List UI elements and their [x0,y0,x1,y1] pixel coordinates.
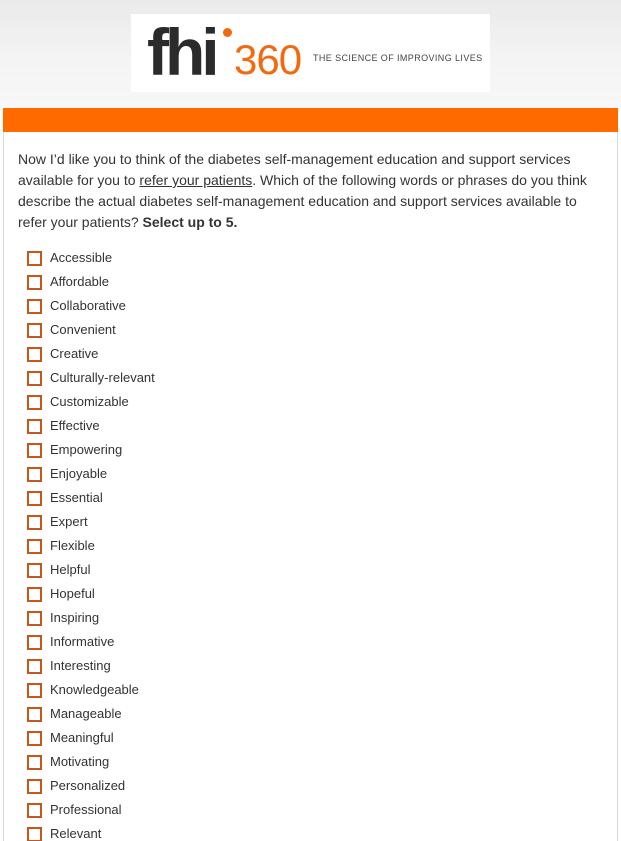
option-label: Helpful [50,562,91,577]
option-label: Effective [50,418,100,433]
fhi360-logo [131,14,490,92]
checkbox[interactable] [27,659,42,674]
option-effective[interactable] [27,414,155,438]
option-motivating[interactable] [27,750,155,774]
checkbox[interactable] [27,251,42,266]
option-accessible[interactable] [27,246,155,270]
header [0,0,621,108]
option-label: Flexible [50,538,95,553]
option-label: Informative [50,634,115,649]
checkbox[interactable] [27,491,42,506]
option-knowledgeable[interactable] [27,678,155,702]
option-label: Interesting [50,658,111,673]
question-underlined: refer your patients [139,172,253,188]
option-label: Culturally-relevant [50,370,155,385]
option-label: Meaningful [50,730,114,745]
option-label: Essential [50,490,103,505]
checkbox[interactable] [27,299,42,314]
checkbox[interactable] [27,515,42,530]
option-customizable[interactable] [27,390,155,414]
checkbox[interactable] [27,707,42,722]
option-meaningful[interactable] [27,726,155,750]
logo-letters: fhi [147,15,216,89]
checkbox[interactable] [27,683,42,698]
option-label: Inspiring [50,610,100,625]
checkbox[interactable] [27,635,42,650]
option-label: Empowering [50,442,123,457]
option-relevant[interactable] [27,822,155,841]
checkbox[interactable] [27,539,42,554]
option-label: Manageable [50,706,122,721]
checkbox[interactable] [27,755,42,770]
option-helpful[interactable] [27,558,155,582]
option-label: Enjoyable [50,466,108,481]
option-label: Affordable [50,274,110,289]
option-label: Accessible [50,250,113,265]
checkbox[interactable] [27,467,42,482]
option-label: Creative [50,346,99,361]
option-enjoyable[interactable] [27,462,155,486]
option-inspiring[interactable] [27,606,155,630]
option-label: Professional [50,802,122,817]
option-manageable[interactable] [27,702,155,726]
option-label: Convenient [50,322,116,337]
checkbox[interactable] [27,563,42,578]
option-empowering[interactable] [27,438,155,462]
question-text [18,149,598,233]
option-convenient[interactable] [27,318,155,342]
question-part-1: Now I’d like you to think of the diabetes self-management education and support services available for you to [18,151,571,188]
option-interesting[interactable] [27,654,155,678]
question-instruction: Select up to 5. [142,214,238,230]
option-label: Personalized [50,778,126,793]
option-affordable[interactable] [27,270,155,294]
option-professional[interactable] [27,798,155,822]
option-informative[interactable] [27,630,155,654]
option-label: Customizable [50,394,129,409]
checkbox[interactable] [27,779,42,794]
option-label: Expert [50,514,88,529]
checkbox[interactable] [27,371,42,386]
option-flexible[interactable] [27,534,155,558]
option-label: Collaborative [50,298,126,313]
checkbox[interactable] [27,275,42,290]
logo-tagline: THE SCIENCE OF IMPROVING LIVES [313,53,483,63]
logo-number: 360 [234,36,302,83]
option-label: Knowledgeable [50,682,139,697]
checkbox[interactable] [27,587,42,602]
checkbox[interactable] [27,419,42,434]
checkbox[interactable] [27,323,42,338]
checkbox[interactable] [27,803,42,818]
accent-bar [3,108,618,132]
option-label: Motivating [50,754,110,769]
question-part-2: . Which of the following words or phrases do you think describe the actual diabetes self-management education and support services available to refer your patients? [18,172,587,230]
checkbox[interactable] [27,731,42,746]
option-label: Hopeful [50,586,95,601]
checkbox[interactable] [27,827,42,841]
option-essential[interactable] [27,486,155,510]
checkbox[interactable] [27,347,42,362]
logo-dot-icon [223,28,232,37]
checkbox[interactable] [27,611,42,626]
checkbox[interactable] [27,395,42,410]
option-personalized[interactable] [27,774,155,798]
option-expert[interactable] [27,510,155,534]
option-creative[interactable] [27,342,155,366]
options-list [27,246,155,841]
option-hopeful[interactable] [27,582,155,606]
option-culturally-relevant[interactable] [27,366,155,390]
option-label: Relevant [50,826,102,841]
checkbox[interactable] [27,443,42,458]
option-collaborative[interactable] [27,294,155,318]
